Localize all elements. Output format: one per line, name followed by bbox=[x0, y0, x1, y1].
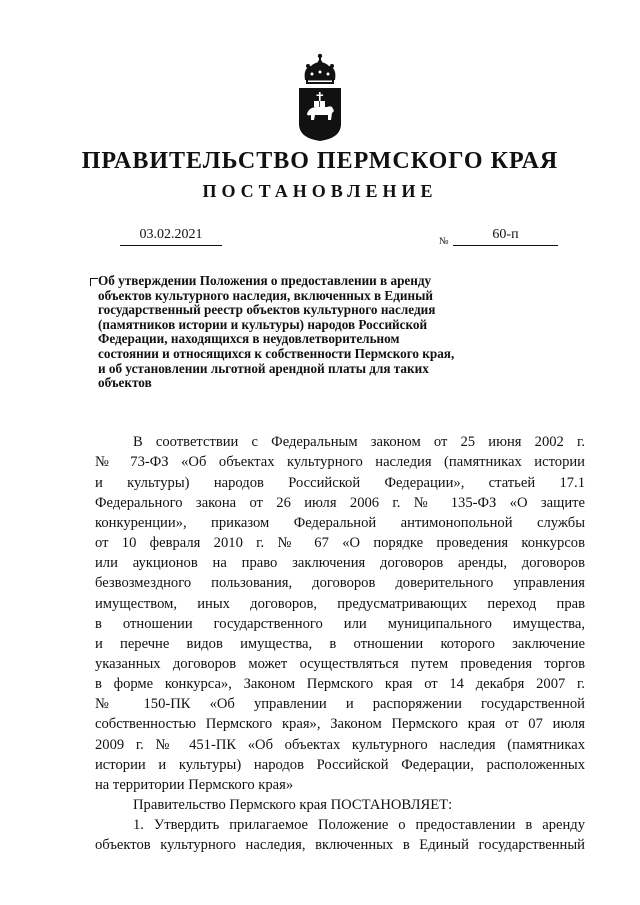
document-date: 03.02.2021 bbox=[120, 227, 222, 246]
government-title: ПРАВИТЕЛЬСТВО ПЕРМСКОГО КРАЯ bbox=[81, 148, 559, 174]
body-line: № 150-ПК «Об управлении и распоряжении государственной bbox=[95, 696, 585, 712]
body-line: на территории Пермского края» bbox=[95, 777, 294, 793]
subject-line: и об установлении льготной арендной платы для таких bbox=[98, 360, 429, 376]
body-line: Федерального закона от 26 июля 2006 г. № 135-ФЗ «О защите bbox=[95, 495, 585, 511]
body-line: В соответствии с Федеральным законом от 25 июня 2002 г. bbox=[133, 434, 585, 450]
body-line: в отношении государственного или муниципального имущества, bbox=[95, 616, 585, 632]
subject-line: Федерации, находящихся в неудовлетворительном bbox=[98, 331, 400, 347]
body-line: 2009 г. № 451-ПК «Об объектах культурного наследия (памятниках bbox=[95, 737, 585, 753]
subject-line: государственный реестр объектов культурного наследия bbox=[98, 302, 436, 318]
body-line: имуществом, иных договоров, предусматривающих переход прав bbox=[95, 596, 585, 612]
subject-line: (памятников истории и культуры) народов Российской bbox=[98, 316, 428, 332]
perm-krai-coat-of-arms-icon bbox=[295, 52, 345, 142]
body-line: безвозмездного пользования, договоров доверительного управления bbox=[95, 575, 585, 591]
body-line: конкуренции», приказом Федеральной антимонопольной службы bbox=[95, 515, 585, 531]
body-line: 1. Утвердить прилагаемое Положение о предоставлении в аренду bbox=[133, 817, 585, 833]
document-subject bbox=[98, 274, 528, 391]
document-number: 60-п bbox=[453, 227, 558, 246]
body-line: собственностью Пермского края», Законом Пермского края от 07 июля bbox=[95, 716, 585, 732]
subject-line: объектов культурного наследия, включенных в Единый bbox=[98, 287, 433, 303]
body-line: от 10 февраля 2010 г. № 67 «О порядке проведения конкурсов bbox=[95, 535, 585, 551]
subject-line: объектов bbox=[98, 375, 152, 391]
subject-line: состоянии и относящихся к собственности Пермского края, bbox=[98, 345, 455, 361]
document-type: ПОСТАНОВЛЕНИЕ bbox=[202, 181, 438, 201]
number-sign: № bbox=[439, 236, 449, 247]
body-line: и перечне видов имущества, в отношении которого заключение bbox=[95, 636, 585, 652]
body-line: указанных договоров может осуществляться путем проведения торгов bbox=[95, 656, 585, 672]
subject-line: Об утверждении Положения о предоставлении в аренду bbox=[98, 273, 432, 288]
body-line: объектов культурного наследия, включенных в Единый государственный bbox=[95, 837, 585, 853]
body-line: № 73-ФЗ «Об объектах культурного наследия (памятниках истории bbox=[95, 454, 585, 470]
body-line: и культуры) народов Российской Федерации», статьей 17.1 bbox=[95, 475, 585, 491]
subject-corner-mark bbox=[90, 278, 98, 286]
body-line: или аукционов на право заключения договоров аренды, договоров bbox=[95, 555, 585, 571]
body-line: истории и культуры) народов Российской Федерации, расположенных bbox=[95, 757, 585, 773]
body-line: Правительство Пермского края ПОСТАНОВЛЯЕТ: bbox=[133, 797, 453, 813]
body-line: в форме конкурса», Законом Пермского края от 14 декабря 2007 г. bbox=[95, 676, 585, 692]
